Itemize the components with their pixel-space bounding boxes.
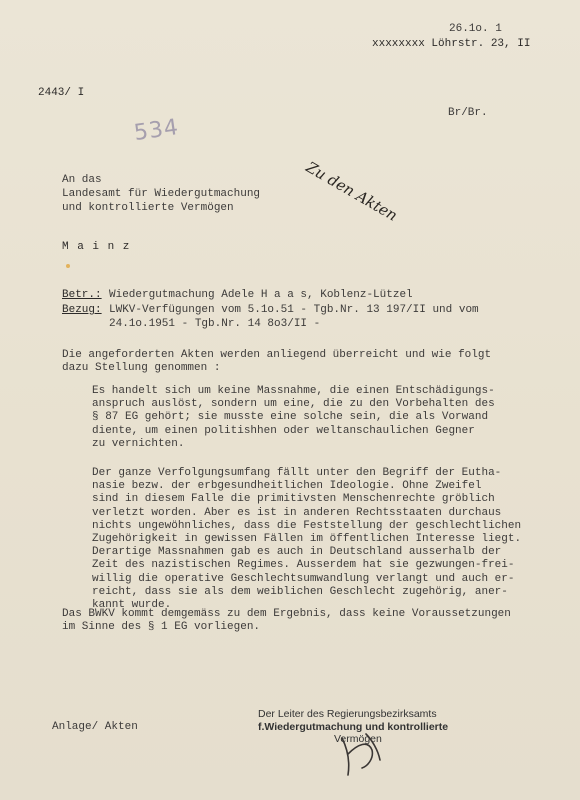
paragraph-1-line: zu vernichten. bbox=[92, 437, 185, 450]
reference-number: 2443/ I bbox=[38, 87, 85, 99]
paragraph-1-line: anspruch auslöst, sondern um eine, die zu den Vorbehalten des bbox=[92, 398, 495, 411]
intro-line: Die angeforderten Akten werden anliegend überreicht und wie folgt bbox=[62, 349, 492, 361]
paragraph-1-line: diente, um einen politishhen oder weltanschaulichen Gegner bbox=[92, 424, 475, 437]
initials: Br/Br. bbox=[448, 107, 488, 119]
signature-line: f.Wiedergutmachung und kontrollierte bbox=[258, 720, 449, 733]
zu-den-akten-stamp: Zu den Akten bbox=[303, 158, 401, 225]
recipient-line-2: Landesamt für Wiedergutmachung bbox=[62, 188, 261, 200]
bezug-line-1: LWKV-Verfügungen vom 5.1o.51 - Tgb.Nr. 13 197/II und vom bbox=[109, 304, 479, 316]
letter-date: 26.1o. 1 bbox=[449, 23, 502, 35]
paragraph-1 bbox=[92, 385, 495, 451]
paragraph-1-line: § 87 EG gehört; sie musste eine solche sein, die als Vorwand bbox=[92, 411, 489, 424]
bezug-label: Bezug: bbox=[62, 304, 102, 316]
recipient-city: M a i n z bbox=[62, 241, 131, 253]
enclosure-note: Anlage/ Akten bbox=[52, 721, 138, 733]
paragraph-2-line: Zugehörigkeit in gewissen Fällen im öffentlichen Interesse liegt. bbox=[92, 533, 522, 546]
ink-mark bbox=[66, 264, 70, 268]
paragraph-2-line: kannt wurde. bbox=[92, 599, 172, 612]
intro-paragraph bbox=[62, 349, 491, 375]
handwritten-file-number: 534 bbox=[132, 114, 181, 147]
sender-address: xxxxxxxx Löhrstr. 23, II bbox=[372, 38, 531, 50]
conclusion-line: im Sinne des § 1 EG vorliegen. bbox=[62, 621, 261, 634]
paragraph-2-line: Zeit des nazistischen Regimes. Ausserdem hat sie gezwungen-frei- bbox=[92, 559, 515, 572]
conclusion-paragraph bbox=[62, 608, 511, 634]
recipient-line-1: An das bbox=[62, 174, 102, 186]
handwritten-signature bbox=[328, 720, 398, 780]
paragraph-2-line: nichts ungewöhnliches, dass die Feststellung der geschlechtlichen bbox=[92, 519, 522, 532]
conclusion-line: Das BWKV kommt demgemäss zu dem Ergebnis, dass keine Voraussetzungen bbox=[62, 608, 511, 620]
signature-line: Der Leiter des Regierungsbezirksamts bbox=[258, 708, 437, 720]
betr-text: Wiedergutmachung Adele H a a s, Koblenz-Lützel bbox=[109, 289, 413, 301]
signature-line: Vermögen bbox=[334, 733, 382, 745]
paragraph-1-line: Es handelt sich um keine Massnahme, die einen Entschädigungs- bbox=[92, 385, 495, 397]
betr-label: Betr.: bbox=[62, 289, 102, 301]
recipient-line-3: und kontrollierte Vermögen bbox=[62, 202, 234, 214]
paragraph-2-line: willig die operative Geschlechtsumwandlung verlangt und auch er- bbox=[92, 572, 515, 585]
paragraph-2-line: reicht, dass sie als dem weiblichen Geschlecht zugehörig, aner- bbox=[92, 585, 508, 598]
paragraph-2 bbox=[92, 467, 521, 612]
paragraph-2-line: nasie bezw. der erbgesundheitlichen Ideologie. Ohne Zweifel bbox=[92, 480, 482, 493]
intro-line: dazu Stellung genommen : bbox=[62, 362, 221, 375]
paragraph-2-line: Derartige Massnahmen gab es auch in Deutschland ausserhalb der bbox=[92, 546, 502, 559]
bezug-line-2: 24.1o.1951 - Tgb.Nr. 14 8o3/II - bbox=[109, 318, 321, 330]
paragraph-2-line: sind in diesem Falle die primitivsten Menschenrechte gröblich bbox=[92, 493, 495, 506]
paragraph-2-line: verletzt worden. Aber es ist in anderen Rechtsstaaten durchaus bbox=[92, 506, 502, 519]
paragraph-2-line: Der ganze Verfolgungsumfang fällt unter den Begriff der Eutha- bbox=[92, 467, 502, 479]
